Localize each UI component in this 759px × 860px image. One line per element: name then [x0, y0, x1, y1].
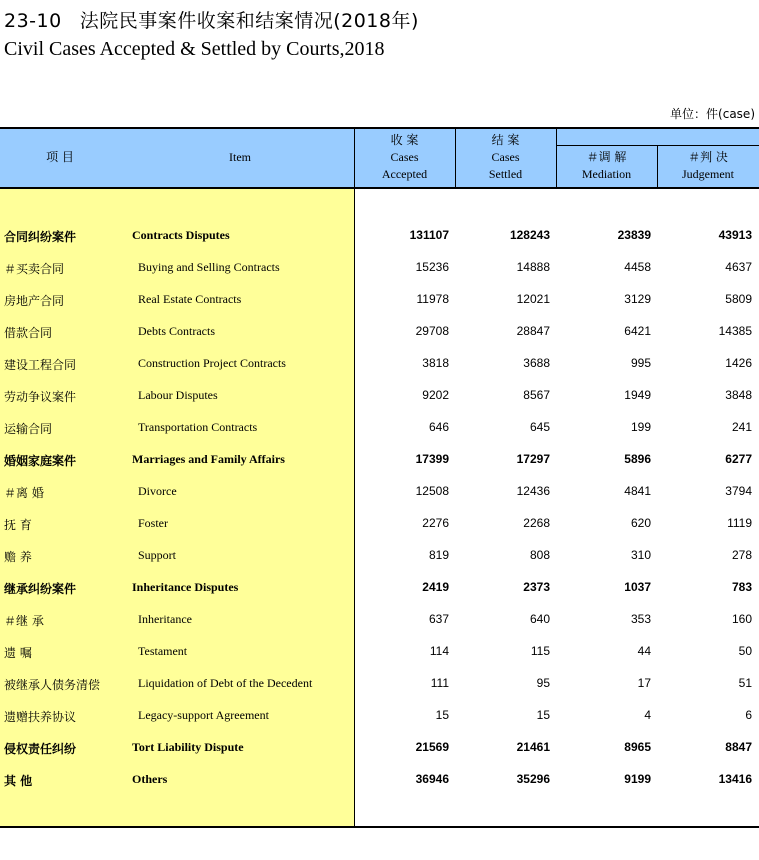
cell-accepted: 29708	[415, 324, 449, 338]
cell-settled: 2373	[523, 580, 550, 594]
table-row	[0, 764, 759, 796]
cell-judgement: 241	[731, 420, 752, 434]
cell-accepted: 2276	[422, 516, 449, 530]
cell-accepted: 131107	[409, 228, 449, 242]
cell-judgement: 13416	[718, 772, 752, 786]
cell-mediation: 4841	[624, 484, 651, 498]
cell-judgement: 5809	[725, 292, 752, 306]
cell-judgement: 3848	[725, 388, 752, 402]
row-item-cn: 遗赠扶养协议	[4, 710, 77, 724]
cell-judgement: 160	[731, 612, 752, 626]
table-row	[0, 508, 759, 540]
cell-accepted: 9202	[422, 388, 449, 402]
row-item-en: Real Estate Contracts	[138, 292, 242, 306]
cell-settled: 2268	[523, 516, 550, 530]
cell-judgement: 278	[731, 548, 752, 562]
header-item-en: Item	[229, 150, 251, 164]
cell-settled: 15	[536, 708, 550, 722]
cell-mediation: 23839	[617, 228, 651, 242]
row-item-cn: ＃离 婚	[4, 486, 44, 500]
cell-judgement: 783	[731, 580, 752, 594]
table-row	[0, 412, 759, 444]
cell-settled: 21461	[516, 740, 550, 754]
cell-settled: 14888	[516, 260, 550, 274]
cell-accepted: 637	[428, 612, 449, 626]
cell-accepted: 3818	[422, 356, 449, 370]
cell-mediation: 1949	[624, 388, 651, 402]
table-row	[0, 604, 759, 636]
cell-judgement: 6277	[725, 452, 752, 466]
cell-judgement: 1426	[725, 356, 752, 370]
table-row	[0, 444, 759, 476]
table-bottom-rule	[0, 826, 759, 828]
cell-judgement: 1119	[727, 516, 752, 530]
row-item-cn: 其 他	[4, 774, 33, 788]
row-item-en: Contracts Disputes	[132, 228, 230, 242]
row-item-cn: 婚姻家庭案件	[4, 454, 77, 468]
cell-judgement: 4637	[725, 260, 752, 274]
cell-settled: 12021	[516, 292, 550, 306]
cell-mediation: 8965	[624, 740, 651, 754]
row-item-cn: 继承纠纷案件	[4, 582, 77, 596]
data-table	[0, 127, 759, 828]
cell-judgement: 50	[738, 644, 752, 658]
table-row	[0, 252, 759, 284]
cell-accepted: 646	[428, 420, 449, 434]
cell-mediation: 353	[630, 612, 651, 626]
table-row	[0, 476, 759, 508]
cell-settled: 645	[529, 420, 550, 434]
row-item-cn: 遗 嘱	[4, 646, 32, 660]
cell-mediation: 5896	[624, 452, 651, 466]
cell-judgement: 3794	[725, 484, 752, 498]
cell-mediation: 995	[630, 356, 651, 370]
cell-mediation: 199	[630, 420, 651, 434]
cell-judgement: 51	[738, 676, 752, 690]
row-item-en: Liquidation of Debt of the Decedent	[138, 676, 313, 690]
cell-accepted: 12508	[415, 484, 449, 498]
row-item-cn: 合同纠纷案件	[4, 230, 77, 244]
row-item-en: Foster	[138, 516, 168, 530]
cell-judgement: 14385	[718, 324, 752, 338]
subheader-rule	[556, 145, 759, 146]
cell-mediation: 310	[630, 548, 651, 562]
cell-accepted: 819	[428, 548, 449, 562]
cell-mediation: 4458	[624, 260, 651, 274]
cell-accepted: 2419	[422, 580, 449, 594]
cell-settled: 95	[536, 676, 550, 690]
row-item-cn: 建设工程合同	[4, 358, 77, 372]
cell-mediation: 9199	[624, 772, 651, 786]
cell-accepted: 21569	[415, 740, 449, 754]
cell-mediation: 3129	[624, 292, 651, 306]
row-item-cn: 劳动争议案件	[4, 390, 77, 404]
row-item-en: Legacy-support Agreement	[138, 708, 269, 722]
row-item-cn: 侵权责任纠纷	[4, 742, 77, 756]
page-title-en: Civil Cases Accepted & Settled by Courts,2018	[4, 38, 385, 60]
row-item-cn: 抚 育	[4, 518, 32, 532]
header-rule	[0, 187, 759, 189]
cell-settled: 28847	[516, 324, 550, 338]
row-item-en: Construction Project Contracts	[138, 356, 286, 370]
table-row	[0, 284, 759, 316]
table-number: 23-10	[4, 10, 62, 32]
header-mediation: ＃调 解 Mediation	[581, 150, 632, 181]
row-item-en: Transportation Contracts	[138, 420, 258, 434]
unit-label: 单位：件(case)	[670, 107, 755, 121]
row-item-cn: 房地产合同	[4, 294, 65, 308]
row-item-en: Testament	[138, 644, 188, 658]
table-row	[0, 700, 759, 732]
cell-settled: 12436	[516, 484, 550, 498]
row-item-en: Debts Contracts	[138, 324, 215, 338]
table-row	[0, 540, 759, 572]
cell-accepted: 111	[430, 676, 449, 690]
cell-settled: 3688	[523, 356, 550, 370]
table-row	[0, 348, 759, 380]
row-item-cn: 借款合同	[4, 326, 53, 340]
cell-settled: 115	[530, 644, 550, 658]
table-row	[0, 668, 759, 700]
row-item-en: Divorce	[138, 484, 177, 498]
cell-accepted: 114	[429, 644, 449, 658]
row-item-en: Others	[132, 772, 168, 786]
cell-settled: 35296	[516, 772, 550, 786]
cell-mediation: 4	[644, 708, 651, 722]
cell-accepted: 15236	[415, 260, 449, 274]
cell-mediation: 1037	[624, 580, 651, 594]
table-row	[0, 636, 759, 668]
table-row	[0, 380, 759, 412]
cell-mediation: 44	[637, 644, 651, 658]
row-item-en: Buying and Selling Contracts	[138, 260, 280, 274]
cell-settled: 640	[529, 612, 550, 626]
cell-judgement: 8847	[725, 740, 752, 754]
table-row	[0, 572, 759, 604]
table-row	[0, 732, 759, 764]
cell-mediation: 620	[630, 516, 651, 530]
title-cn-text: 法院民事案件收案和结案情况(2018年)	[79, 10, 419, 32]
table-row	[0, 220, 759, 252]
row-item-en: Support	[138, 548, 177, 562]
cell-judgement: 43913	[718, 228, 752, 242]
cell-judgement: 6	[745, 708, 752, 722]
row-item-en: Marriages and Family Affairs	[132, 452, 285, 466]
row-item-en: Inheritance Disputes	[132, 580, 239, 594]
cell-accepted: 11978	[416, 292, 449, 306]
row-item-cn: 运输合同	[4, 422, 53, 436]
cell-settled: 128243	[509, 228, 550, 242]
header-judgement: ＃判 决 Judgement	[682, 150, 734, 181]
row-item-en: Inheritance	[138, 612, 192, 626]
table-row	[0, 316, 759, 348]
row-item-cn: ＃买卖合同	[4, 262, 65, 276]
table-top-rule	[0, 127, 759, 129]
row-item-cn: 被继承人债务清偿	[4, 678, 101, 692]
cell-settled: 17297	[516, 452, 550, 466]
header-item-cn: 项 目	[46, 150, 74, 164]
cell-mediation: 6421	[624, 324, 651, 338]
header-settled: 结 案 Cases Settled	[488, 133, 523, 181]
cell-accepted: 15	[435, 708, 449, 722]
cell-accepted: 17399	[415, 452, 449, 466]
row-item-cn: ＃继 承	[4, 614, 44, 628]
row-item-cn: 赡 养	[4, 550, 32, 564]
cell-mediation: 17	[637, 676, 651, 690]
cell-settled: 808	[529, 548, 550, 562]
header-accepted: 收 案 Cases Accepted	[381, 133, 428, 181]
row-item-en: Labour Disputes	[138, 388, 218, 402]
row-item-en: Tort Liability Dispute	[132, 740, 244, 754]
page-title-cn	[4, 6, 419, 33]
cell-accepted: 36946	[415, 772, 449, 786]
cell-settled: 8567	[523, 388, 550, 402]
